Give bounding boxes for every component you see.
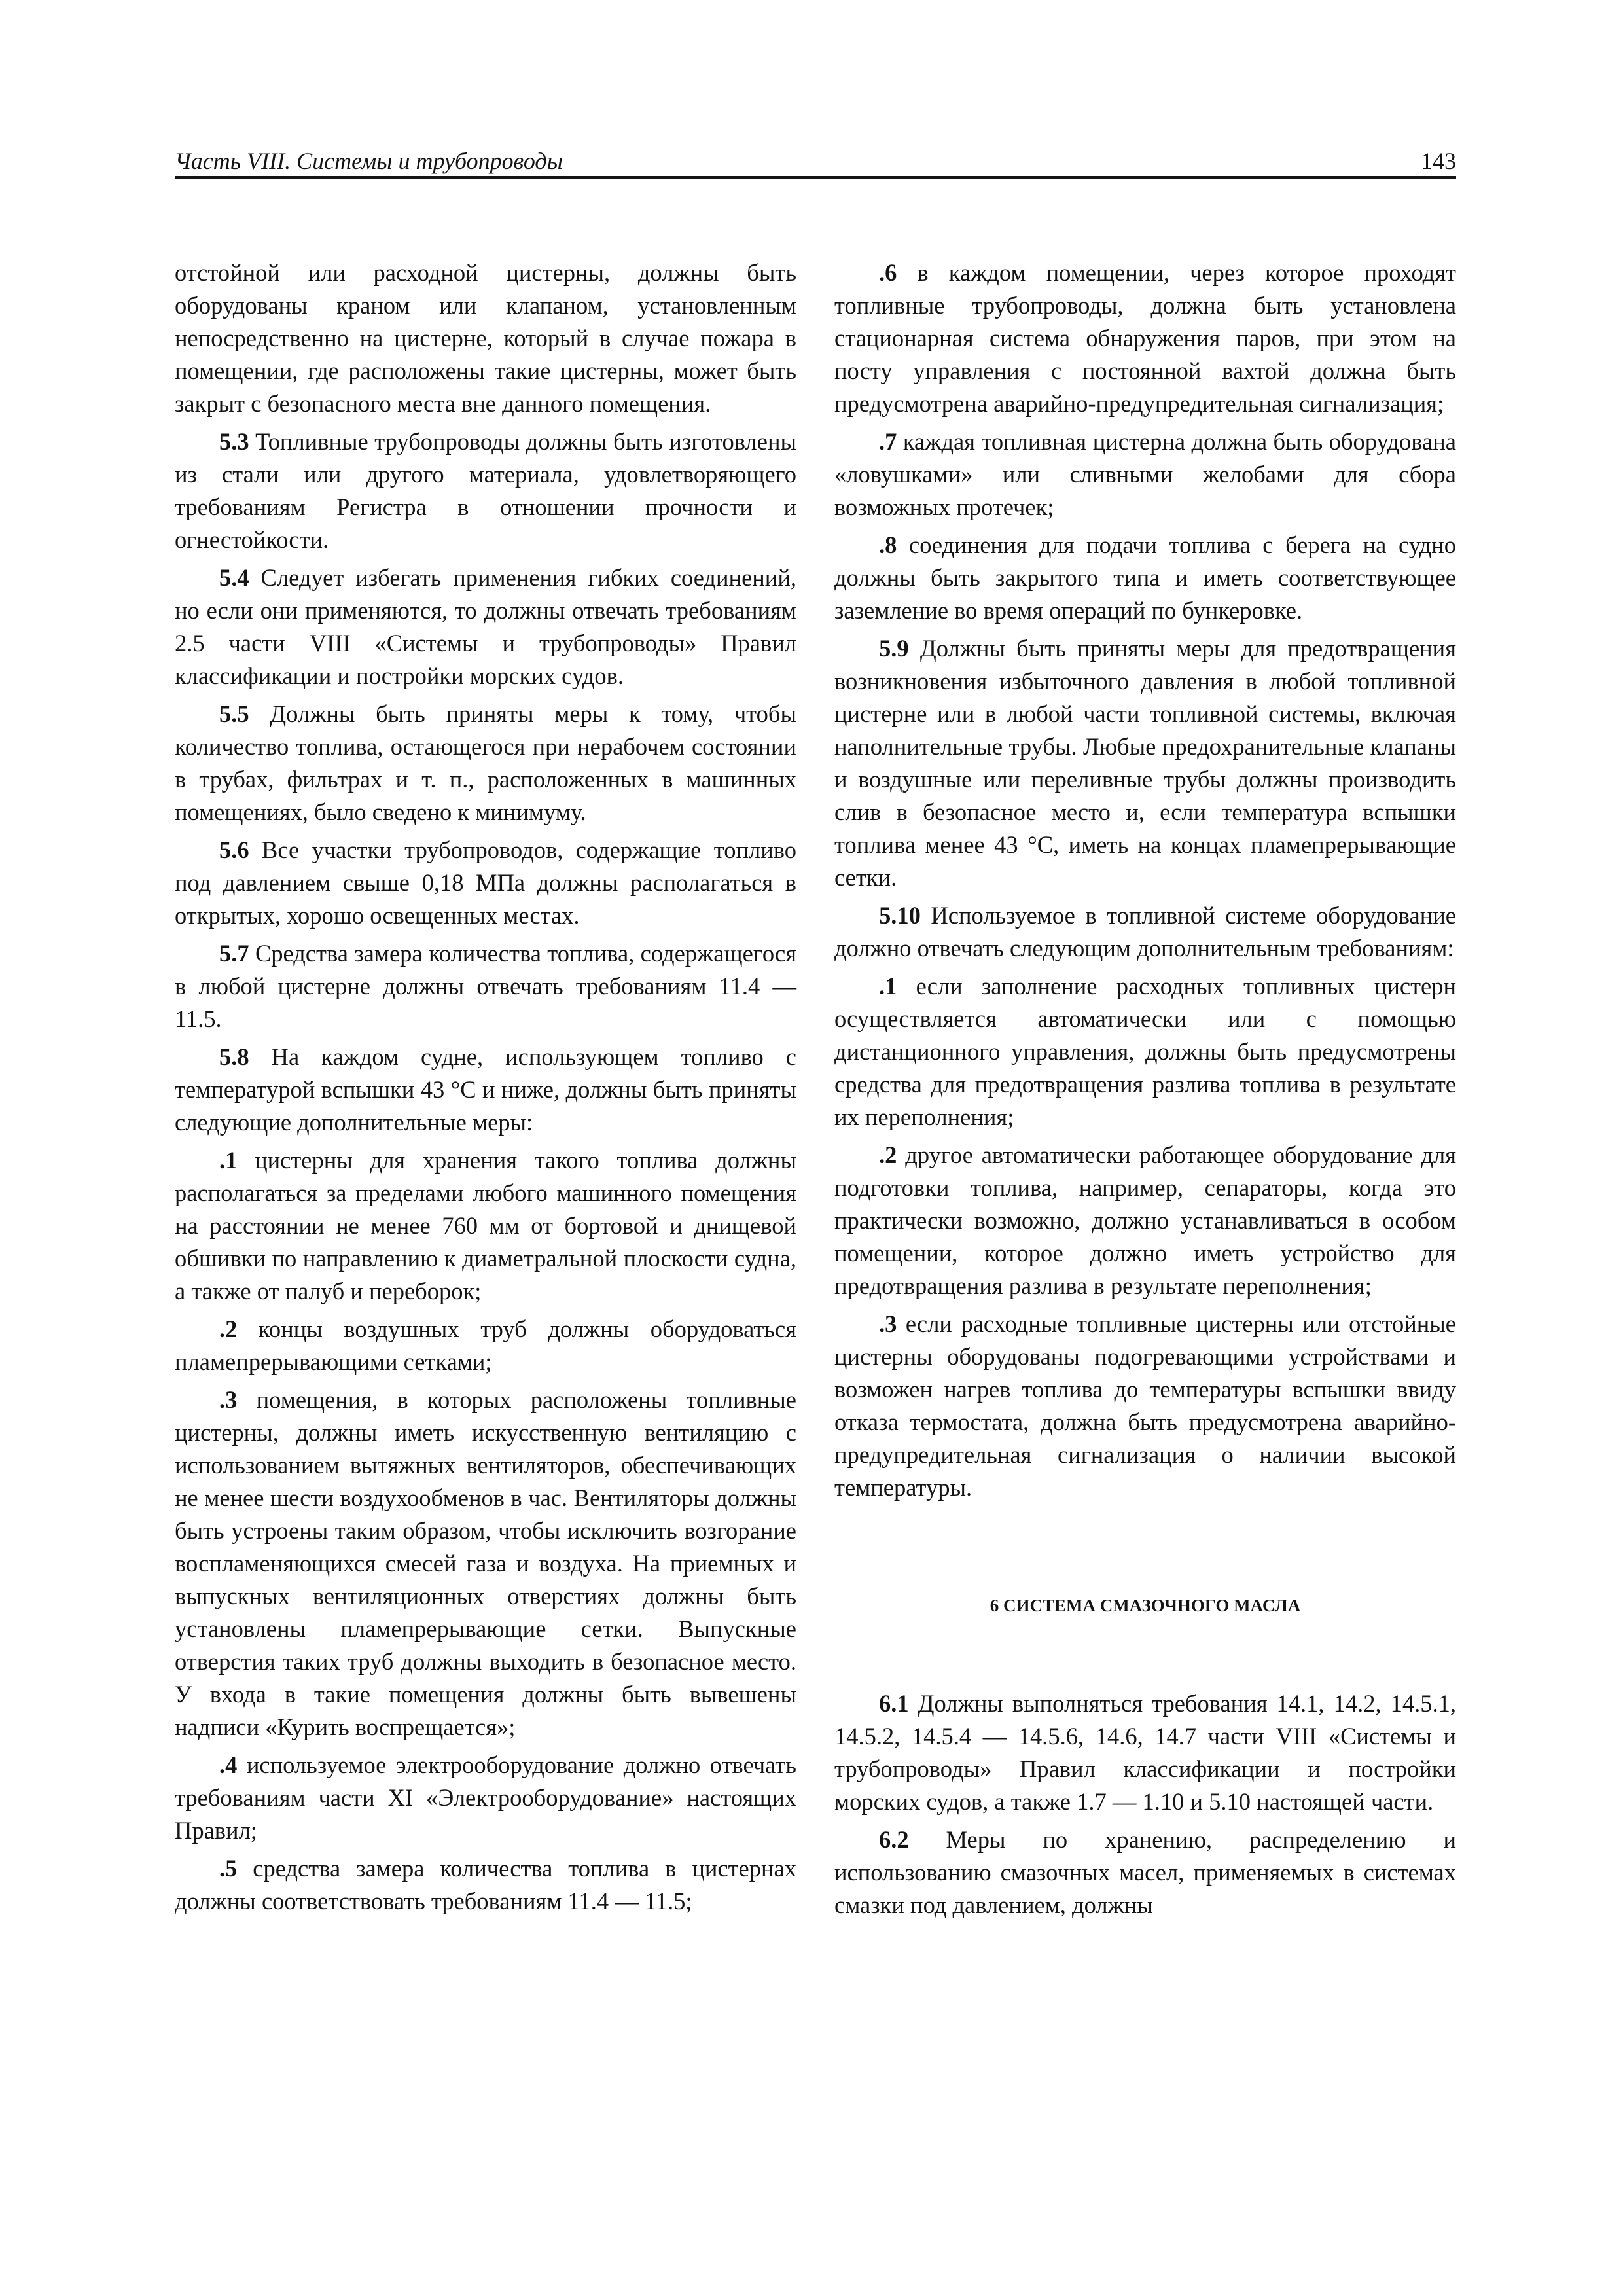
paragraph-text: отстойной или расходной цистерны, должны быть оборудованы краном или клапаном, установленным непосредственно на цистерне, который в случае пожара в помещении, где расположены такие цистерны, может быть закрыт с безопасного места вне данного помещения. xyxy=(175,259,796,417)
list-item-number: .2 xyxy=(879,1141,897,1168)
list-item-number: .1 xyxy=(219,1147,238,1174)
list-item xyxy=(175,1852,796,1918)
paragraph-number: 5.7 xyxy=(219,940,249,967)
list-item-number: .4 xyxy=(219,1751,238,1778)
list-item xyxy=(834,1139,1456,1302)
paragraph-text: Следует избегать применения гибких соединений, но если они применяются, то должны отвечать требованиям 2.5 части VIII «Системы и трубопроводы» Правил классификации и постройки морских судов. xyxy=(175,564,796,689)
list-item xyxy=(175,1749,796,1847)
paragraph xyxy=(175,937,796,1035)
list-item-text: если расходные топливные цистерны или отстойные цистерны оборудованы подогревающими устройствами и возможен нагрев топлива до температуры вспышки ввиду отказа термостата, должна быть предусмотрена аварийно-предупредительная сигнализация о наличии высокой температуры. xyxy=(834,1310,1456,1501)
list-item xyxy=(175,1384,796,1744)
list-item-text: соединения для подачи топлива с берега на судно должны быть закрытого типа и иметь соответствующее заземление во время операций по бункеровке. xyxy=(834,531,1456,624)
list-item-text: если заполнение расходных топливных цистерн осуществляется автоматически или с помощью дистанционного управления, должны быть предусмотрены средства для предотвращения разлива топлива в результате их переполнения; xyxy=(834,973,1456,1130)
list-item xyxy=(175,1313,796,1378)
paragraph-text: Должны быть приняты меры для предотвращения возникновения избыточного давления в любой топливной цистерне или в любой части топливной системы, включая наполнительные трубы. Любые предохранительные клапаны и воздушные или переливные трубы должны производить слив в безопасное место и, если температура вспышки топлива менее 43 °С, иметь на концах пламепрерывающие сетки. xyxy=(834,635,1456,891)
running-header xyxy=(175,143,1456,178)
list-item-number: .5 xyxy=(219,1855,238,1882)
list-item-number: .1 xyxy=(879,973,897,999)
list-item-number: .7 xyxy=(879,428,897,455)
list-item-number: .6 xyxy=(879,259,897,286)
left-column xyxy=(175,257,796,1918)
list-item-number: .2 xyxy=(219,1316,238,1342)
paragraph-number: 5.8 xyxy=(219,1043,249,1070)
list-item-text: концы воздушных труб должны оборудоваться пламепрерывающими сетками; xyxy=(175,1316,796,1375)
paragraph-number: 5.3 xyxy=(219,428,249,455)
paragraph xyxy=(834,899,1456,965)
list-item xyxy=(834,257,1456,420)
list-item-number: .3 xyxy=(879,1310,897,1337)
list-item xyxy=(834,970,1456,1134)
paragraph-text: Все участки трубопроводов, содержащие топливо под давлением свыше 0,18 МПа должны располагаться в открытых, хорошо освещенных местах. xyxy=(175,836,796,929)
list-item-number: .3 xyxy=(219,1386,238,1413)
list-item xyxy=(834,425,1456,524)
list-item-text: помещения, в которых расположены топливные цистерны, должны иметь искусственную вентиляцию с использованием вытяжных вентиляторов, обеспечивающих не менее шести воздухообменов в час. Вентиляторы должны быть устроены таким образом, чтобы исключить возгорание воспламеняющихся смесей газа и воздуха. На приемных и выпускных вентиляционных отверстиях должны быть установлены пламепрерывающие сетки. Выпускные отверстия таких труб должны выходить в безопасное место. У входа в такие помещения должны быть вывешены надписи «Курить воспрещается»; xyxy=(175,1386,796,1740)
paragraph xyxy=(834,632,1456,894)
paragraph-number: 5.4 xyxy=(219,564,249,591)
paragraph xyxy=(175,1041,796,1139)
list-item xyxy=(834,1308,1456,1504)
paragraph-text: Должны быть приняты меры к тому, чтобы количество топлива, остающегося при нерабочем состоянии в трубах, фильтрах и т. п., расположенных в машинных помещениях, было сведено к минимуму. xyxy=(175,700,796,825)
paragraph-number: 6.2 xyxy=(879,1826,909,1853)
list-item-text: цистерны для хранения такого топлива должны располагаться за пределами любого машинного помещения на расстоянии не менее 760 мм от бортовой и днищевой обшивки по направлению к диаметральной плоскости судна, а также от палуб и переборок; xyxy=(175,1147,796,1304)
list-item-number: .8 xyxy=(879,531,897,558)
paragraph xyxy=(175,425,796,556)
list-item xyxy=(834,529,1456,627)
paragraph-text: Используемое в топливной системе оборудование должно отвечать следующим дополнительным требованиям: xyxy=(834,902,1456,961)
paragraph xyxy=(834,1687,1456,1818)
paragraph-text: Должны выполняться требования 14.1, 14.2, 14.5.1, 14.5.2, 14.5.4 — 14.5.6, 14.6, 14.7 части VIII «Системы и трубопроводы» Правил классификации и постройки морских судов, а также 1.7 — 1.10 и 5.10 настоящей части. xyxy=(834,1690,1456,1815)
list-item-text: каждая топливная цистерна должна быть оборудована «ловушками» или сливными желобами для сбора возможных протечек; xyxy=(834,428,1456,520)
paragraph-number: 5.5 xyxy=(219,700,249,727)
list-item-text: средства замера количества топлива в цистернах должны соответствовать требованиям 11.4 — 11.5; xyxy=(175,1855,796,1914)
header-rule xyxy=(175,176,1456,179)
paragraph-number: 5.9 xyxy=(879,635,909,662)
list-item xyxy=(175,1144,796,1308)
paragraph-text: Меры по хранению, распределению и использованию смазочных масел, применяемых в системах смазки под давлением, должны xyxy=(834,1826,1456,1918)
paragraph xyxy=(175,562,796,692)
paragraph-text: На каждом судне, использующем топливо с температурой вспышки 43 °С и ниже, должны быть приняты следующие дополнительные меры: xyxy=(175,1043,796,1136)
paragraph-number: 5.6 xyxy=(219,836,249,863)
page-number: 143 xyxy=(1421,148,1456,174)
header-title: Часть VIII. Системы и трубопроводы xyxy=(175,148,563,174)
paragraph xyxy=(175,257,796,420)
paragraph xyxy=(834,1823,1456,1922)
list-item-text: другое автоматически работающее оборудование для подготовки топлива, например, сепараторы, когда это практически возможно, должно устанавливаться в особом помещении, которое должно иметь устройство для предотвращения разлива в результате переполнения; xyxy=(834,1141,1456,1299)
paragraph-text: Средства замера количества топлива, содержащегося в любой цистерне должны отвечать требованиям 11.4 — 11.5. xyxy=(175,940,796,1032)
paragraph-number: 6.1 xyxy=(879,1690,909,1717)
paragraph-number: 5.10 xyxy=(879,902,921,929)
paragraph xyxy=(175,698,796,829)
list-item-text: в каждом помещении, через которое проходят топливные трубопроводы, должна быть установлена стационарная система обнаружения паров, при этом на посту управления с постоянной вахтой должна быть предусмотрена аварийно-предупредительная сигнализация; xyxy=(834,259,1456,417)
section-heading: 6 СИСТЕМА СМАЗОЧНОГО МАСЛА xyxy=(990,1596,1301,1615)
list-item-text: используемое электрооборудование должно отвечать требованиям части XI «Электрооборудование» настоящих Правил; xyxy=(175,1751,796,1844)
paragraph-text: Топливные трубопроводы должны быть изготовлены из стали или другого материала, удовлетворяющего требованиям Регистра в отношении прочности и огнестойкости. xyxy=(175,428,796,553)
paragraph xyxy=(175,834,796,932)
right-column xyxy=(834,257,1456,1922)
